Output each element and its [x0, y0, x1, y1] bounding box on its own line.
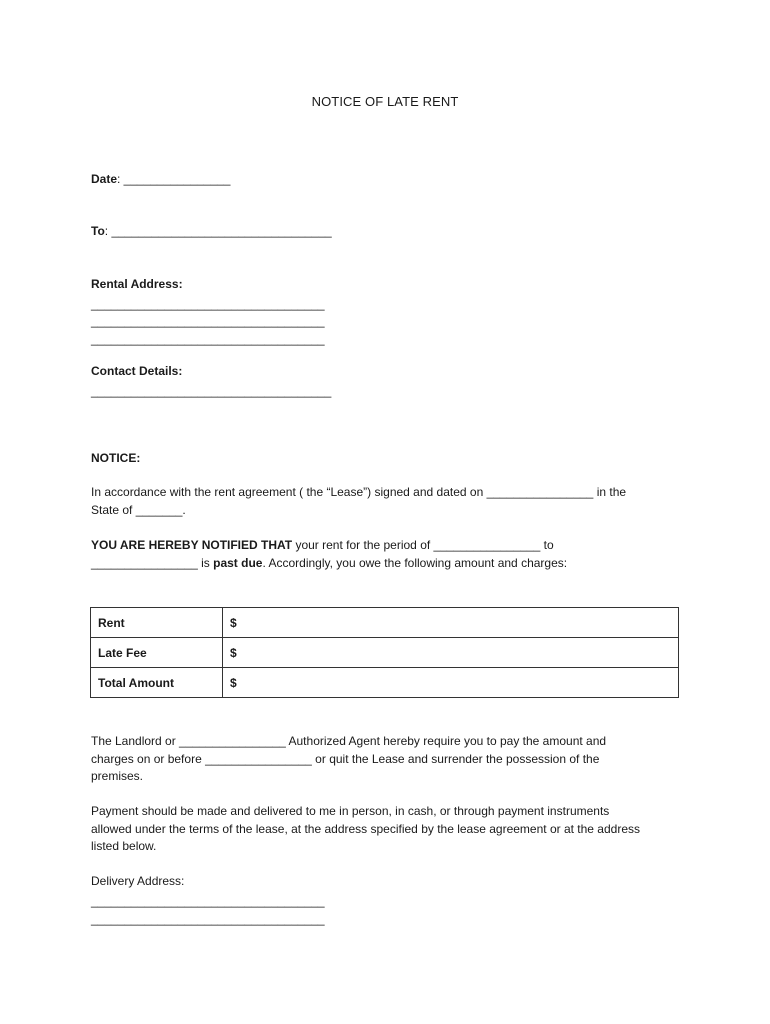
lease-paragraph	[91, 484, 681, 519]
notified-bold-lead: YOU ARE HEREBY NOTIFIED THAT	[91, 538, 293, 552]
rental-address-line-2[interactable]: ___________________________________	[91, 314, 325, 328]
document-title: NOTICE OF LATE RENT	[311, 94, 459, 109]
notified-paragraph	[91, 537, 681, 572]
notified-paragraph-line-1: YOU ARE HEREBY NOTIFIED THAT your rent for the period of ________________ to	[91, 538, 554, 552]
landlord-paragraph-line-2: charges on or before ________________ or quit the Lease and surrender the possession of the	[91, 751, 600, 766]
notified-paragraph-line-2: ________________ is past due. Accordingly, you owe the following amount and charges:	[91, 555, 568, 570]
fee-value-total-amount[interactable]: $	[223, 668, 679, 698]
to-blank[interactable]: : _________________________________	[104, 224, 332, 238]
rental-address-line-1[interactable]: ___________________________________	[91, 297, 325, 311]
delivery-address-label: Delivery Address:	[91, 874, 185, 888]
fee-table	[90, 607, 679, 698]
contact-details-label: Contact Details:	[91, 364, 183, 378]
landlord-paragraph	[91, 733, 681, 786]
landlord-paragraph-line-1: The Landlord or ________________ Authorized Agent hereby require you to pay the amount and	[91, 734, 607, 748]
lease-paragraph-line-2: State of _______.	[91, 502, 186, 517]
payment-paragraph	[91, 803, 681, 856]
table-row	[91, 608, 679, 638]
delivery-address-line-2[interactable]: ___________________________________	[91, 912, 325, 926]
table-row	[91, 638, 679, 668]
fee-value-rent[interactable]: $	[223, 608, 679, 638]
to-label: To	[91, 224, 105, 238]
fee-label-rent: Rent	[91, 608, 223, 638]
delivery-address-line-1[interactable]: ___________________________________	[91, 894, 325, 908]
date-label: Date	[91, 172, 118, 186]
date-blank[interactable]: : ________________	[117, 172, 231, 186]
rental-address-label: Rental Address:	[91, 277, 183, 291]
lease-paragraph-line-1: In accordance with the rent agreement ( the “Lease”) signed and dated on ________________ in the	[91, 485, 627, 499]
past-due-bold: past due	[213, 555, 263, 570]
payment-paragraph-line-3: listed below.	[91, 839, 157, 853]
fee-label-late-fee: Late Fee	[91, 638, 223, 668]
date-row	[91, 171, 230, 187]
fee-label-total-amount: Total Amount	[91, 668, 223, 698]
table-row	[91, 668, 679, 698]
payment-paragraph-line-1: Payment should be made and delivered to me in person, in cash, or through payment instruments	[91, 804, 610, 818]
payment-paragraph-line-2: allowed under the terms of the lease, at the address specified by the lease agreement or at the address	[91, 821, 640, 836]
notice-heading: NOTICE:	[91, 451, 141, 465]
contact-details-line-1[interactable]: ____________________________________	[91, 384, 332, 398]
fee-value-late-fee[interactable]: $	[223, 638, 679, 668]
landlord-paragraph-line-3: premises.	[91, 769, 144, 783]
rental-address-line-3[interactable]: ___________________________________	[91, 332, 325, 346]
to-row	[91, 223, 332, 239]
